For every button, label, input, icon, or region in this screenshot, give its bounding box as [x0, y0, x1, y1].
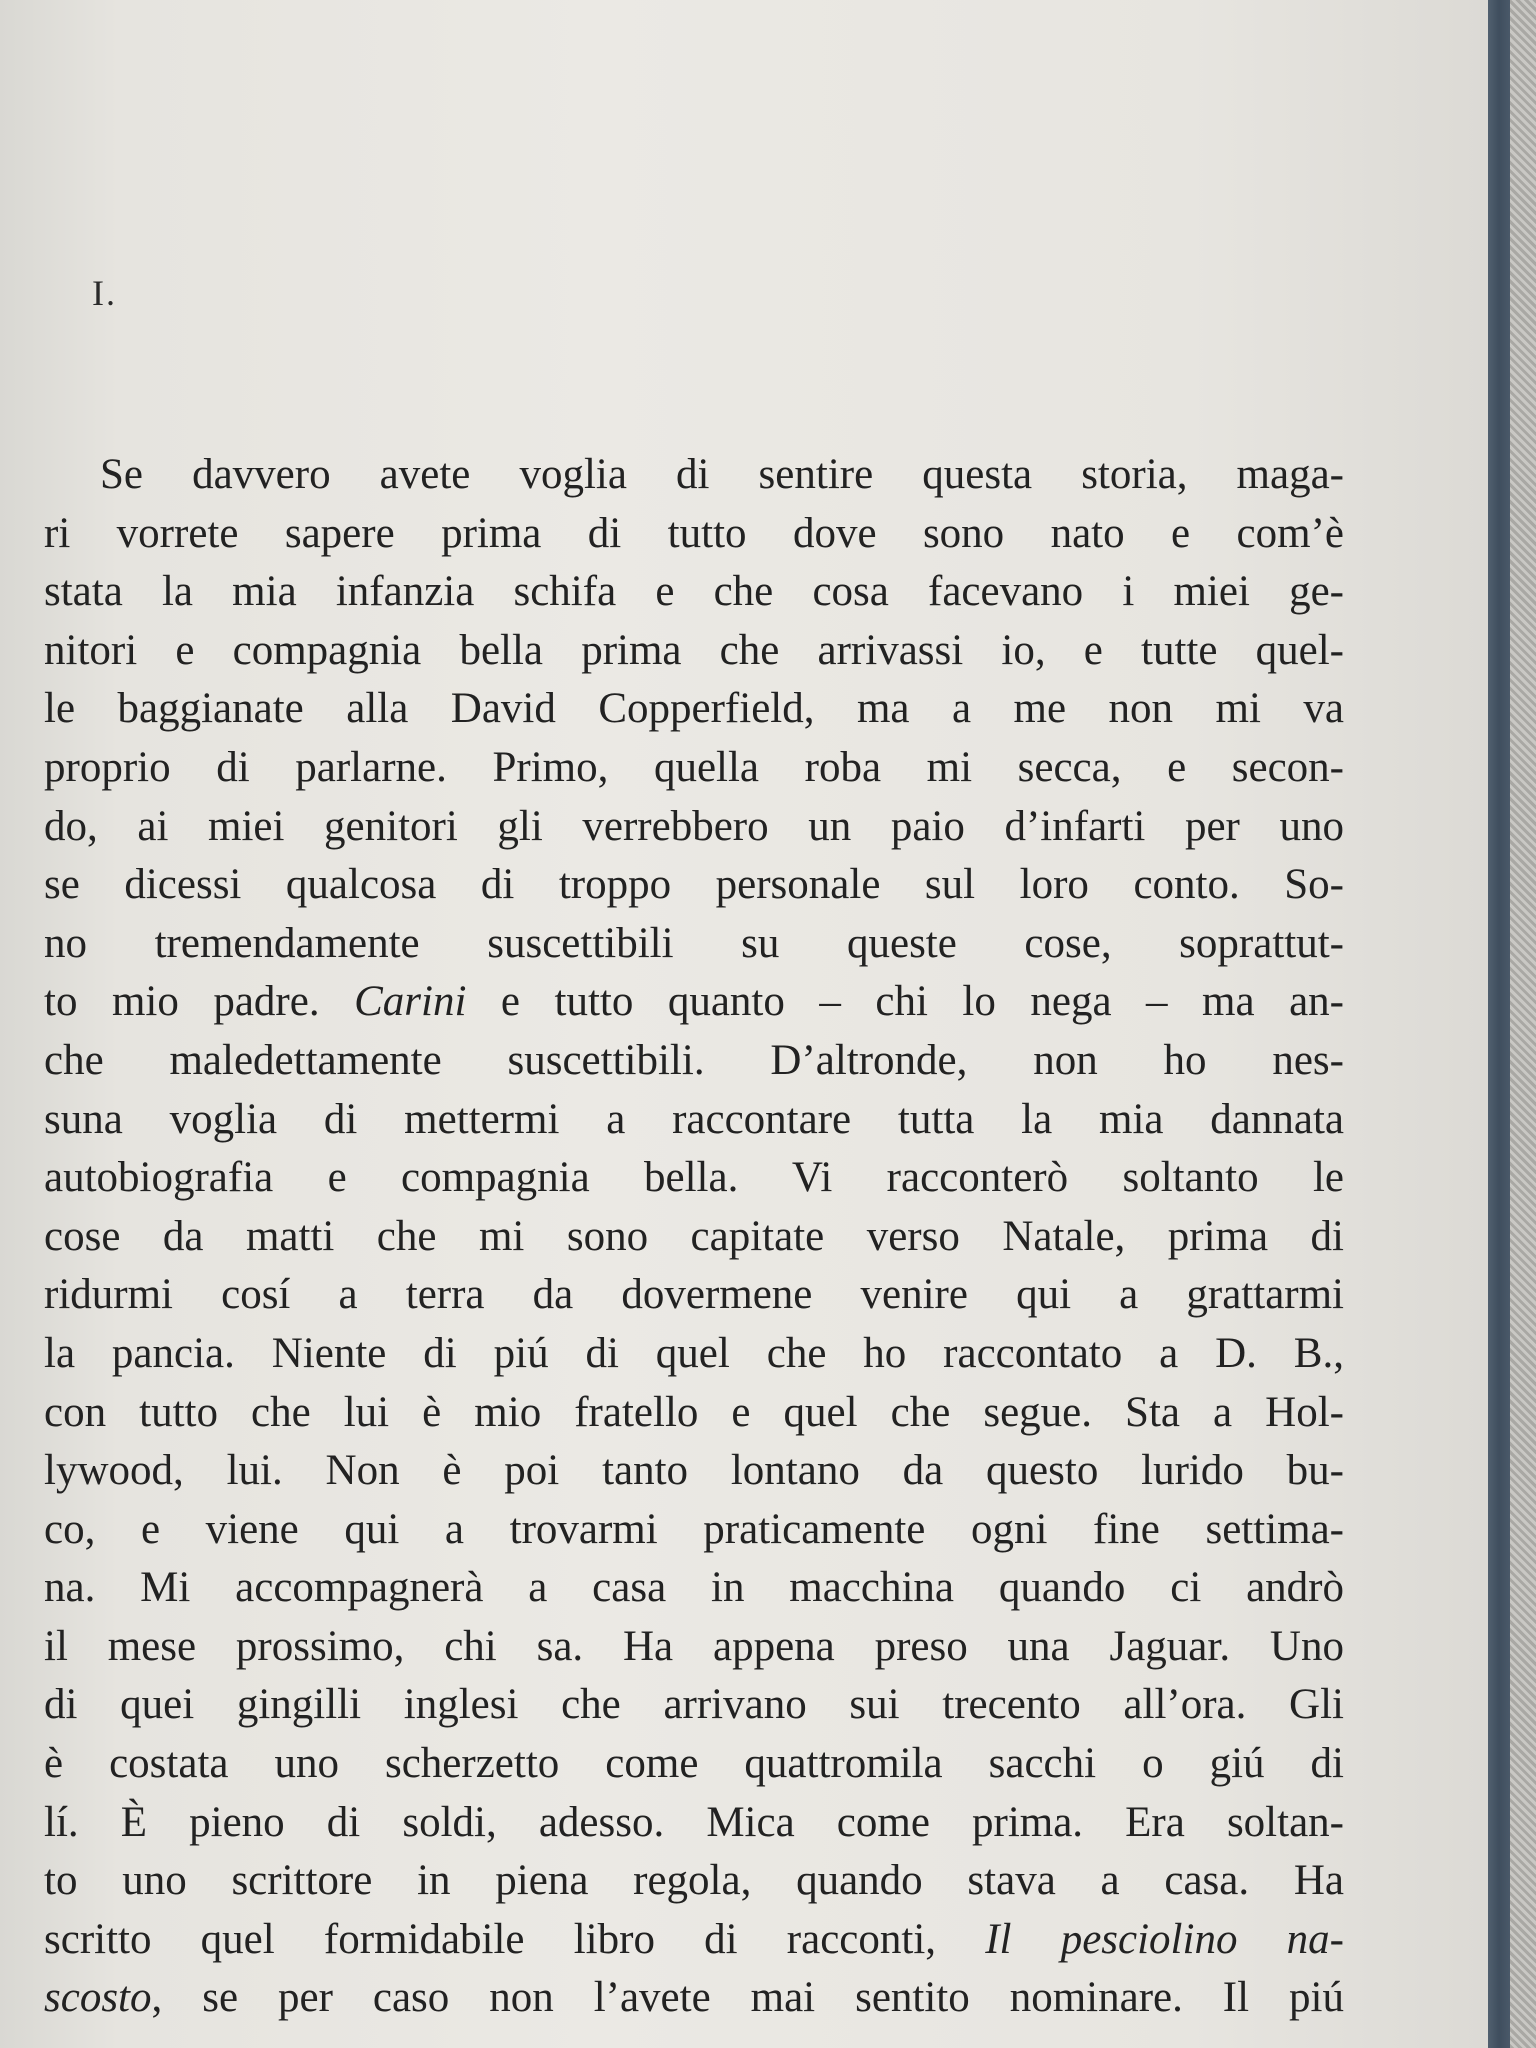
- text-line: ri vorrete sapere prima di tutto dove sono nato e com’è: [44, 509, 1344, 557]
- book-cover-edge: [1488, 0, 1510, 2048]
- italic-title: scosto: [44, 1974, 152, 2022]
- background-cloth: [1510, 0, 1536, 2048]
- text-line: nitori e compagnia bella prima che arrivassi io, e tutte quel-: [44, 626, 1344, 674]
- chapter-number: I.: [92, 273, 117, 313]
- text-line: la pancia. Niente di piú di quel che ho raccontato a D. B.,: [44, 1329, 1344, 1377]
- text-line: le baggianate alla David Copperfield, ma a me non mi va: [44, 685, 1344, 733]
- text-run: e tutto quanto – chi lo nega – ma an-: [466, 978, 1344, 1026]
- body-text: [44, 446, 1344, 2028]
- text-run: to mio padre.: [44, 978, 355, 1026]
- italic-word: Carini: [354, 978, 467, 1026]
- text-line: suna voglia di mettermi a raccontare tutta la mia dannata: [44, 1095, 1344, 1143]
- text-line: cose da matti che mi sono capitate verso Natale, prima di: [44, 1212, 1344, 1260]
- text-line: di quei gingilli inglesi che arrivano sui trecento all’ora. Gli: [44, 1681, 1344, 1729]
- text-line: il mese prossimo, chi sa. Ha appena preso una Jaguar. Uno: [44, 1622, 1344, 1670]
- text-line: se dicessi qualcosa di troppo personale sul loro conto. So-: [44, 861, 1344, 909]
- text-line: autobiografia e compagnia bella. Vi racconterò soltanto le: [44, 1154, 1344, 1202]
- text-line: co, e viene qui a trovarmi praticamente ogni fine settima-: [44, 1505, 1344, 1553]
- text-line: no tremendamente suscettibili su queste cose, soprattut-: [44, 919, 1344, 967]
- text-line: che maledettamente suscettibili. D’altronde, non ho nes-: [44, 1036, 1344, 1084]
- text-line: na. Mi accompagnerà a casa in macchina quando ci andrò: [44, 1564, 1344, 1612]
- text-run: scritto quel formidabile libro di racconti,: [44, 1915, 986, 1963]
- text-line: con tutto che lui è mio fratello e quel che segue. Sta a Hol-: [44, 1388, 1344, 1436]
- text-line: lywood, lui. Non è poi tanto lontano da questo lurido bu-: [44, 1447, 1344, 1495]
- text-line: [44, 973, 1344, 1032]
- text-line: ridurmi cosí a terra da dovermene venire qui a grattarmi: [44, 1271, 1344, 1319]
- text-line: do, ai miei genitori gli verrebbero un paio d’infarti per uno: [44, 802, 1344, 850]
- text-line: to uno scrittore in piena regola, quando stava a casa. Ha: [44, 1857, 1344, 1905]
- text-line: proprio di parlarne. Primo, quella roba mi secca, e secon-: [44, 743, 1344, 791]
- text-line: Se davvero avete voglia di sentire questa storia, maga-: [100, 451, 1344, 498]
- text-line: [44, 1969, 1344, 2028]
- text-run: , se per caso non l’avete mai sentito nominare. Il piú: [151, 1974, 1344, 2022]
- text-line: stata la mia infanzia schifa e che cosa facevano i miei ge-: [44, 568, 1344, 616]
- italic-title: Il pesciolino na-: [985, 1915, 1344, 1963]
- text-line: lí. È pieno di soldi, adesso. Mica come prima. Era soltan-: [44, 1798, 1344, 1846]
- text-line: è costata uno scherzetto come quattromila sacchi o giú di: [44, 1740, 1344, 1788]
- text-line: [44, 1911, 1344, 1970]
